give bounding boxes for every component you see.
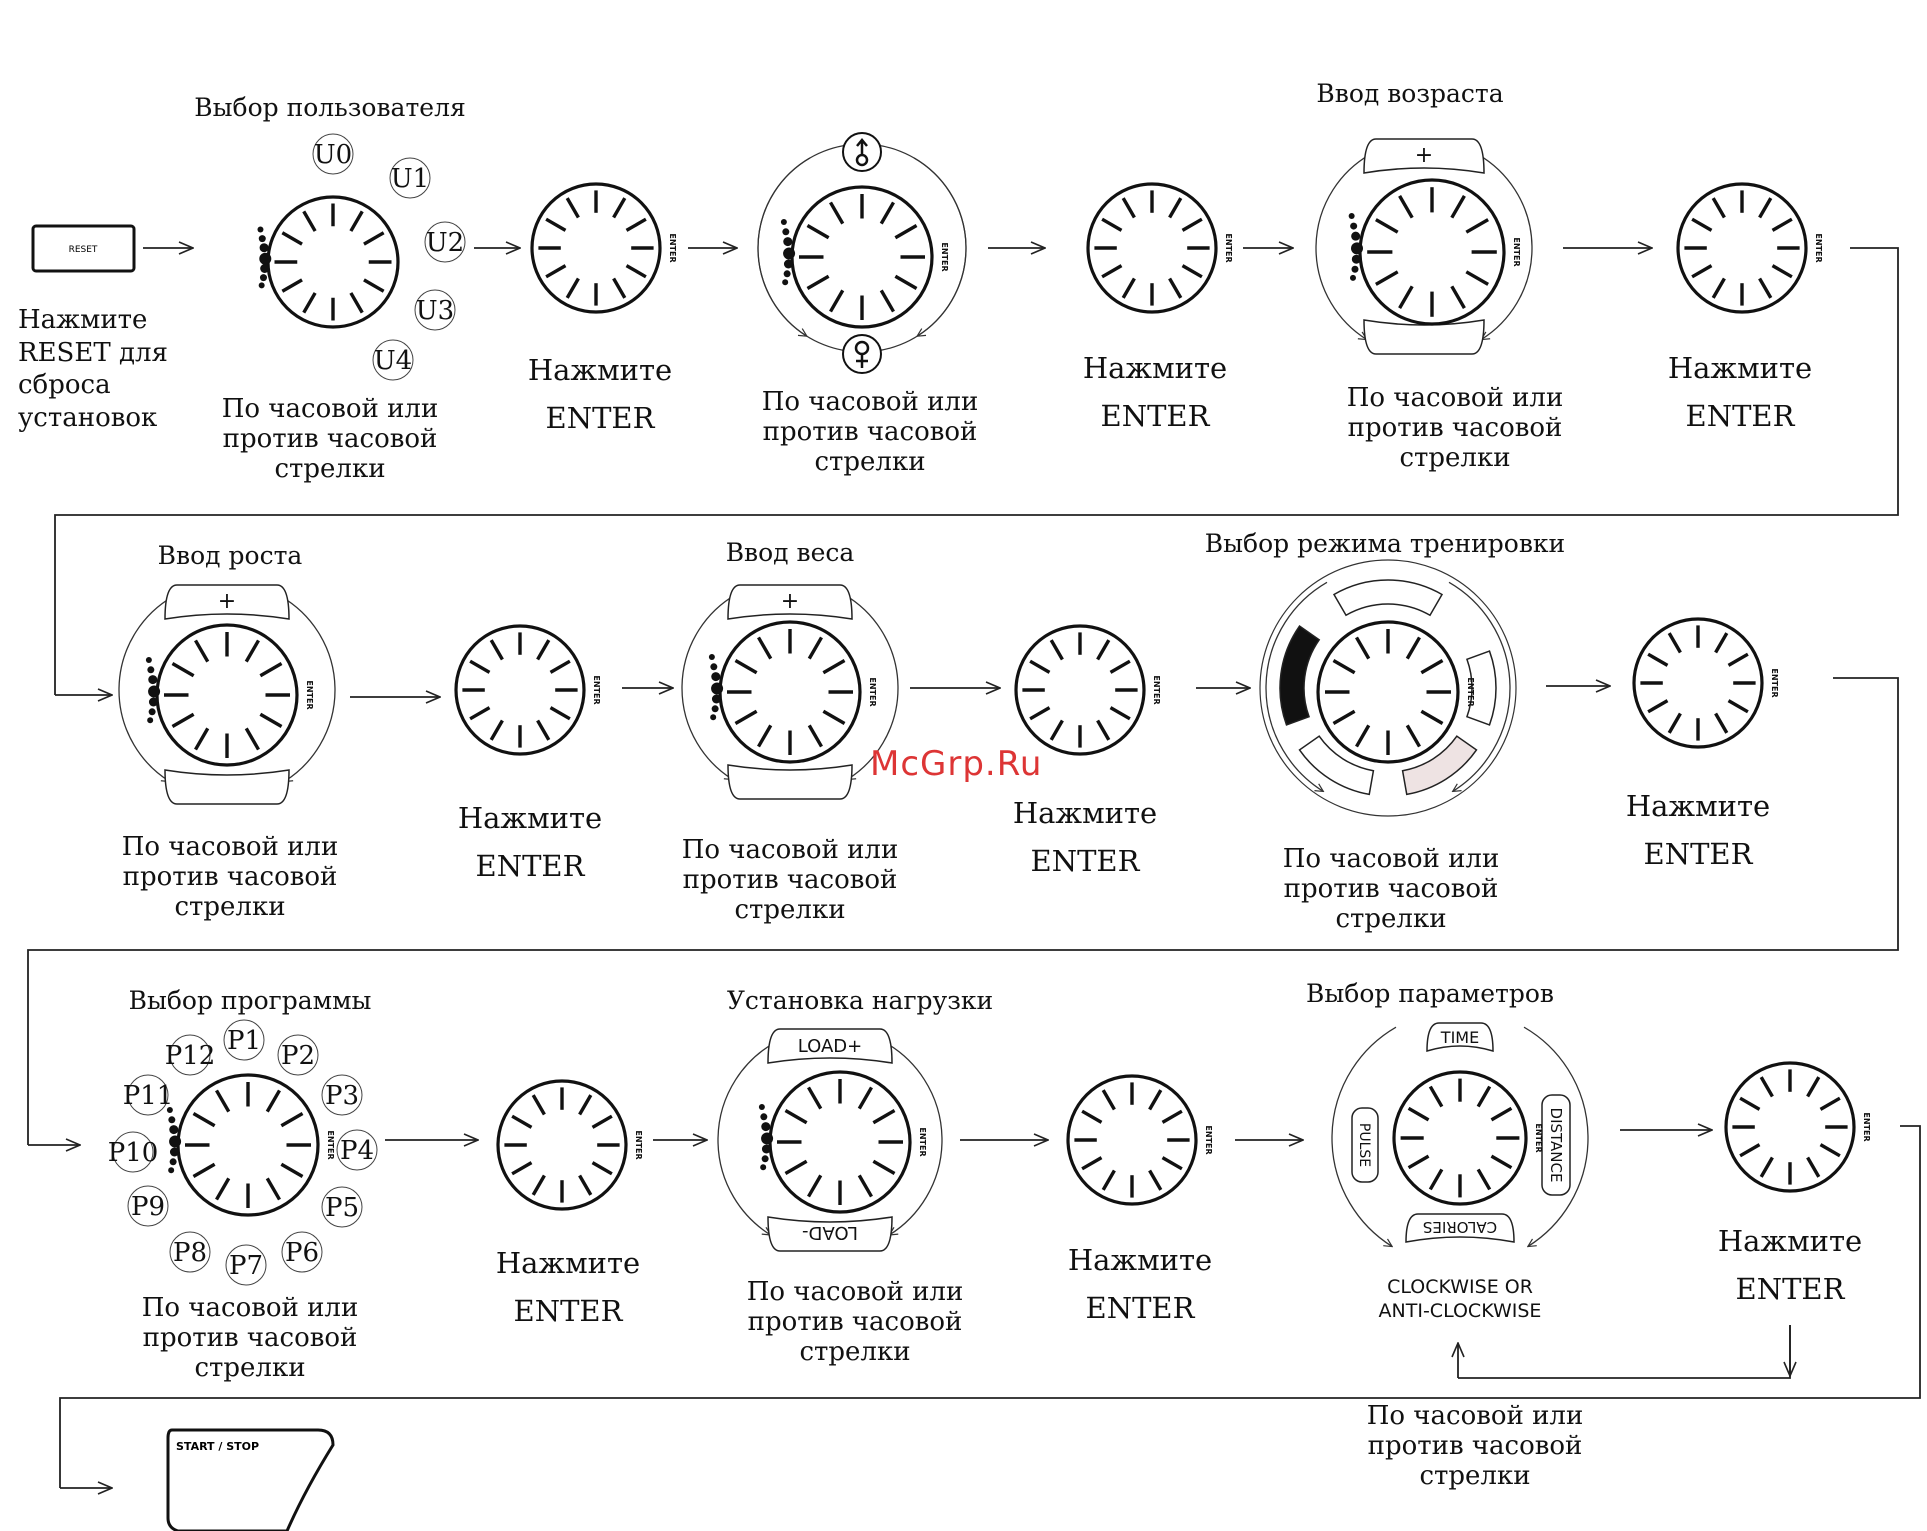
param-button-time[interactable]: [1427, 1023, 1493, 1051]
knob-enter-label: ENTER: [305, 680, 314, 710]
watermark: McGrp.Ru: [870, 744, 1043, 784]
knob-enter-label: ENTER: [1534, 1123, 1543, 1153]
enter-step-5: Нажмите ENTER: [1012, 796, 1158, 878]
indicator-dot: [146, 657, 152, 663]
knob-enter-label: ENTER: [1204, 1125, 1213, 1155]
indicator-dot: [710, 714, 716, 720]
male-icon: [843, 133, 881, 171]
param-button-pulse[interactable]: [1352, 1108, 1378, 1182]
user-label-U4: [373, 340, 413, 380]
user-label-U1: [390, 158, 430, 198]
knob-enter-label: ENTER: [326, 1130, 335, 1160]
load-setting-title: Установка нагрузки: [726, 986, 994, 1015]
indicator-dot: [762, 1155, 769, 1162]
program-label-P9: [128, 1186, 168, 1226]
indicator-dot: [784, 260, 793, 269]
label-text: P6: [284, 1238, 320, 1268]
mode-select-title: Выбор режима тренировки: [1204, 529, 1566, 558]
indicator-dot: [761, 1133, 773, 1145]
indicator-dot: [782, 279, 788, 285]
button-label: +: [217, 589, 237, 614]
indicator-dot: [1351, 232, 1360, 241]
knob-enter-label: ENTER: [634, 1130, 643, 1160]
loop-line: [1458, 1325, 1790, 1378]
label-text: P11: [122, 1081, 174, 1111]
indicator-dot: [169, 1125, 178, 1134]
knob-enter-label: ENTER: [1224, 233, 1233, 263]
indicator-dot: [147, 717, 153, 723]
indicator-dot: [710, 663, 717, 670]
age-input-caption: По часовой или против часовой стрелки: [1346, 383, 1564, 473]
indicator-dot: [148, 686, 160, 698]
label-text: P9: [130, 1192, 166, 1222]
age-plus-button[interactable]: [1364, 139, 1484, 173]
enter-step-4: Нажмите ENTER: [457, 801, 603, 883]
knob-enter-label: ENTER: [1152, 675, 1161, 705]
label-text: U1: [390, 164, 430, 194]
indicator-dot: [169, 1136, 181, 1148]
load-minus-button[interactable]: [768, 1217, 892, 1251]
height-plus-button[interactable]: [165, 585, 289, 619]
indicator-dot: [783, 248, 795, 260]
mode-select-knob[interactable]: [1318, 622, 1475, 762]
indicator-dot: [761, 1122, 770, 1131]
enter-step-1: Нажмите ENTER: [527, 353, 673, 435]
gender-select-knob[interactable]: [781, 187, 949, 327]
program-label-P12: [165, 1035, 216, 1075]
program-label-P11: [123, 1075, 174, 1115]
params-select-title: Выбор параметров: [1306, 979, 1554, 1008]
enter-knob-5[interactable]: [1016, 626, 1161, 754]
load-setting-knob[interactable]: [759, 1072, 927, 1212]
height-input-caption: По часовой или против часовой стрелки: [121, 832, 339, 922]
indicator-dot: [711, 672, 720, 681]
label-text: P4: [339, 1136, 375, 1166]
indicator-dot: [1351, 242, 1363, 254]
indicator-dot: [1349, 213, 1355, 219]
age-input-knob[interactable]: [1349, 180, 1521, 324]
label-text: P1: [226, 1026, 262, 1056]
program-label-P10: [108, 1132, 159, 1172]
label-text: P2: [280, 1041, 316, 1071]
program-select-title: Выбор программы: [128, 986, 372, 1015]
age-input-title: Ввод возраста: [1316, 79, 1504, 108]
knob-enter-label: ENTER: [592, 675, 601, 705]
weight-input-knob[interactable]: [709, 622, 877, 762]
weight-plus-button[interactable]: [728, 585, 852, 619]
height-minus-button[interactable]: [165, 770, 289, 804]
knob-enter-label: ENTER: [1862, 1112, 1871, 1142]
label-text: P10: [107, 1138, 159, 1168]
program-label-P1: [224, 1020, 264, 1060]
program-label-P2: [278, 1035, 318, 1075]
params-select-knob[interactable]: [1394, 1072, 1543, 1204]
param-button-calories[interactable]: [1406, 1214, 1514, 1242]
button-outline: [728, 765, 852, 799]
enter-knob-1[interactable]: [532, 184, 677, 312]
indicator-dot: [149, 698, 158, 707]
indicator-dot: [1350, 223, 1357, 230]
label-text: U0: [313, 140, 353, 170]
program-label-P5: [322, 1187, 362, 1227]
indicator-dot: [760, 1113, 767, 1120]
knob-enter-label: ENTER: [1814, 233, 1823, 263]
load-plus-button[interactable]: [768, 1029, 892, 1063]
label-text: P8: [172, 1238, 208, 1268]
enter-step-3: Нажмите ENTER: [1667, 351, 1813, 433]
program-select-knob[interactable]: [167, 1075, 335, 1215]
loop-caption: По часовой или против часовой стрелки: [1366, 1401, 1584, 1491]
height-input-title: Ввод роста: [157, 541, 303, 570]
indicator-dot: [149, 708, 156, 715]
enter-knob-9[interactable]: [1726, 1063, 1871, 1191]
indicator-dot: [257, 227, 263, 233]
mode-select-caption: По часовой или против часовой стрелки: [1282, 844, 1500, 934]
indicator-dot: [709, 654, 715, 660]
button-label: LOAD-: [802, 1222, 858, 1243]
indicator-dot: [168, 1167, 174, 1173]
weight-input-caption: По часовой или против часовой стрелки: [681, 835, 899, 925]
indicator-dot: [259, 282, 265, 288]
female-icon: [843, 335, 881, 373]
param-label: TIME: [1440, 1028, 1480, 1047]
enter-step-6: Нажмите ENTER: [1625, 789, 1771, 871]
label-text: U2: [425, 228, 465, 258]
label-text: P3: [324, 1081, 360, 1111]
indicator-dot: [259, 235, 266, 242]
button-label: +: [780, 589, 800, 614]
param-label: DISTANCE: [1547, 1107, 1565, 1183]
indicator-dot: [781, 219, 787, 225]
enter-step-7: Нажмите ENTER: [495, 1246, 641, 1328]
enter-knob-3[interactable]: [1678, 184, 1823, 312]
knob-enter-label: ENTER: [940, 242, 949, 272]
enter-knob-7[interactable]: [498, 1081, 643, 1209]
label-text: P7: [228, 1251, 264, 1281]
indicator-dot: [148, 675, 157, 684]
user-label-U0: [313, 134, 353, 174]
knob-enter-label: ENTER: [918, 1127, 927, 1157]
param-label: CALORIES: [1422, 1218, 1498, 1236]
indicator-dot: [1352, 255, 1361, 264]
knob-enter-label: ENTER: [868, 677, 877, 707]
params-select-caption: CLOCKWISE OR ANTI-CLOCKWISE: [1378, 1276, 1542, 1322]
indicator-dot: [712, 705, 719, 712]
enter-step-2: Нажмите ENTER: [1082, 351, 1228, 433]
indicator-dot: [784, 270, 791, 277]
user-select-knob[interactable]: [257, 197, 398, 327]
indicator-dot: [759, 1104, 765, 1110]
program-label-P8: [170, 1232, 210, 1272]
indicator-dot: [260, 243, 269, 252]
mode-button-top[interactable]: [1334, 580, 1442, 615]
indicator-dot: [170, 1158, 177, 1165]
indicator-dot: [711, 683, 723, 695]
weight-input-title: Ввод веса: [725, 538, 855, 567]
indicator-dot: [760, 1164, 766, 1170]
indicator-dot: [259, 253, 271, 265]
load-setting-caption: По часовой или против часовой стрелки: [746, 1277, 964, 1367]
enter-step-8: Нажмите ENTER: [1067, 1243, 1213, 1325]
program-label-P7: [226, 1245, 266, 1285]
label-text: U3: [415, 296, 455, 326]
user-select-title: Выбор пользователя: [194, 93, 466, 122]
program-label-P3: [322, 1075, 362, 1115]
indicator-dot: [782, 228, 789, 235]
label-text: P12: [164, 1041, 216, 1071]
indicator-dot: [762, 1145, 771, 1154]
gender-select-caption: По часовой или против часовой стрелки: [761, 387, 979, 477]
knob-enter-label: ENTER: [1770, 668, 1779, 698]
knob-enter-label: ENTER: [1466, 677, 1475, 707]
button-outline: [165, 770, 289, 804]
user-select-caption: По часовой или против часовой стрелки: [221, 394, 439, 484]
param-button-distance[interactable]: [1542, 1095, 1570, 1195]
reset-caption: Нажмите RESET для сброса установок: [18, 305, 168, 433]
start-stop-label: START / STOP: [176, 1440, 260, 1453]
indicator-dot: [1350, 275, 1356, 281]
enter-knob-2[interactable]: [1088, 184, 1233, 312]
label-text: U4: [373, 346, 413, 376]
reset-button-label: RESET: [68, 245, 98, 255]
enter-knob-6[interactable]: [1634, 619, 1779, 747]
program-label-P6: [282, 1232, 322, 1272]
knob-enter-label: ENTER: [668, 233, 677, 263]
program-label-P4: [337, 1130, 377, 1170]
indicator-dot: [260, 274, 267, 281]
user-label-U3: [415, 290, 455, 330]
button-label: LOAD+: [797, 1036, 863, 1057]
program-select-caption: По часовой или против часовой стрелки: [141, 1293, 359, 1383]
enter-knob-4[interactable]: [456, 626, 601, 754]
user-label-U2: [425, 222, 465, 262]
indicator-dot: [147, 666, 154, 673]
mode-button-left-active[interactable]: [1280, 626, 1319, 725]
knob-enter-label: ENTER: [1512, 237, 1521, 267]
indicator-dot: [1351, 266, 1358, 273]
enter-step-9: Нажмите ENTER: [1717, 1224, 1863, 1306]
label-text: P5: [324, 1193, 360, 1223]
enter-knob-8[interactable]: [1068, 1076, 1213, 1204]
indicator-dot: [170, 1148, 179, 1157]
button-label: +: [1414, 143, 1434, 168]
indicator-dot: [783, 237, 792, 246]
indicator-dot: [168, 1116, 175, 1123]
indicator-dot: [260, 264, 269, 273]
weight-minus-button[interactable]: [728, 765, 852, 799]
param-label: PULSE: [1356, 1122, 1372, 1168]
height-input-knob[interactable]: [146, 625, 314, 765]
indicator-dot: [712, 695, 721, 704]
